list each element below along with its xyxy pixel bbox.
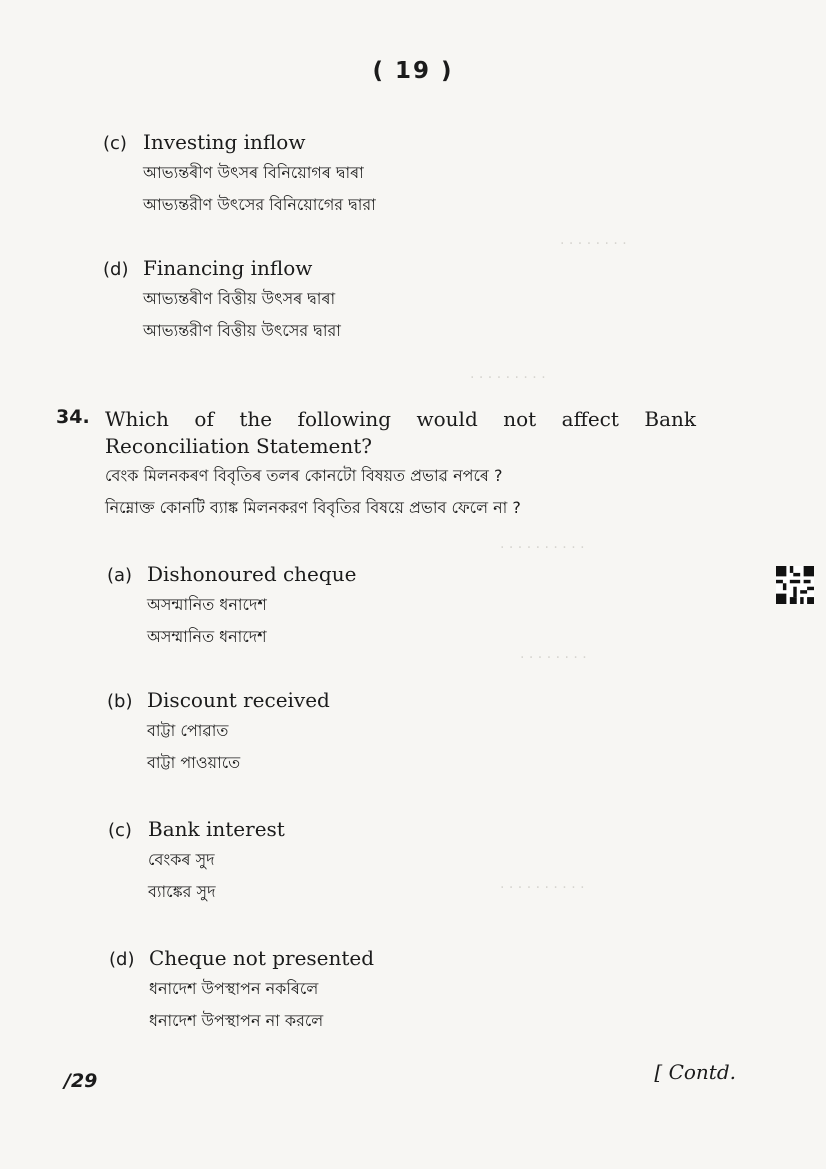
option-bengali: অসম্মানিত ধনাদেশ	[147, 627, 267, 646]
question-english-line2: Reconciliation Statement?	[105, 434, 373, 458]
option-assamese: ধনাদেশ উপস্থাপন নকৰিলে	[149, 979, 319, 998]
option-c-bank-interest	[108, 817, 285, 907]
show-through-text: · · · · · · · ·	[520, 650, 587, 666]
option-d-financing	[103, 256, 341, 346]
question-english-line1: Which of the following would not affect Bank	[105, 407, 696, 431]
qr-code-icon	[776, 566, 814, 604]
option-english: Discount received	[147, 688, 330, 712]
option-label: (d)	[109, 949, 135, 970]
option-english: Cheque not presented	[149, 946, 375, 970]
option-assamese: আভ্যন্তৰীণ বিত্তীয় উৎসৰ দ্বাৰা	[143, 289, 336, 308]
show-through-text: · · · · · · · · ·	[470, 370, 546, 386]
option-english: Dishonoured cheque	[147, 562, 357, 586]
option-label: (b)	[107, 691, 133, 712]
option-bengali: আভ্যন্তরীণ উৎসের বিনিয়োগের দ্বারা	[143, 195, 376, 214]
option-english: Financing inflow	[143, 256, 313, 280]
option-c-investing	[103, 130, 376, 220]
paper-code: /29	[64, 1070, 98, 1092]
question-number: 34.	[56, 406, 90, 428]
continued-marker: [ Contd.	[654, 1060, 736, 1084]
option-b-discount	[107, 688, 330, 778]
page-number: ( 19 )	[372, 58, 454, 84]
option-label: (d)	[103, 259, 129, 280]
option-english: Investing inflow	[143, 130, 306, 154]
option-label: (a)	[107, 565, 133, 586]
option-assamese: বাট্টা পোৱাত	[147, 721, 229, 740]
option-assamese: বেংকৰ সুদ	[148, 850, 215, 869]
option-d-cheque-not-presented	[109, 946, 374, 1036]
show-through-text: · · · · · · · ·	[560, 236, 627, 252]
option-bengali: বাট্টা পাওয়াতে	[147, 753, 241, 772]
option-bengali: ধনাদেশ উপস্থাপন না করলে	[149, 1011, 324, 1030]
show-through-text: · · · · · · · · · ·	[500, 880, 585, 896]
option-bengali: আভ্যন্তরীণ বিত্তীয় উৎসের দ্বারা	[143, 321, 341, 340]
show-through-text: · · · · · · · · · ·	[500, 540, 585, 556]
option-assamese: অসন্মানিত ধনাদেশ	[147, 595, 267, 614]
question-assamese: বেংক মিলনকৰণ বিবৃতিৰ তলৰ কোনটো বিষয়ত প্ৰভাৱ নপৰে ?	[105, 466, 503, 485]
question-bengali: নিম্নোক্ত কোনটি ব্যাঙ্ক মিলনকরণ বিবৃতির বিষয়ে প্রভাব ফেলে না ?	[105, 498, 521, 517]
option-bengali: ব্যাঙ্কের সুদ	[148, 882, 216, 901]
option-a-dishonoured	[107, 562, 356, 652]
question-34	[56, 406, 696, 524]
option-label: (c)	[108, 820, 132, 841]
option-label: (c)	[103, 133, 127, 154]
option-assamese: আভ্যন্তৰীণ উৎসৰ বিনিয়োগৰ দ্বাৰা	[143, 163, 364, 182]
option-english: Bank interest	[148, 817, 285, 841]
